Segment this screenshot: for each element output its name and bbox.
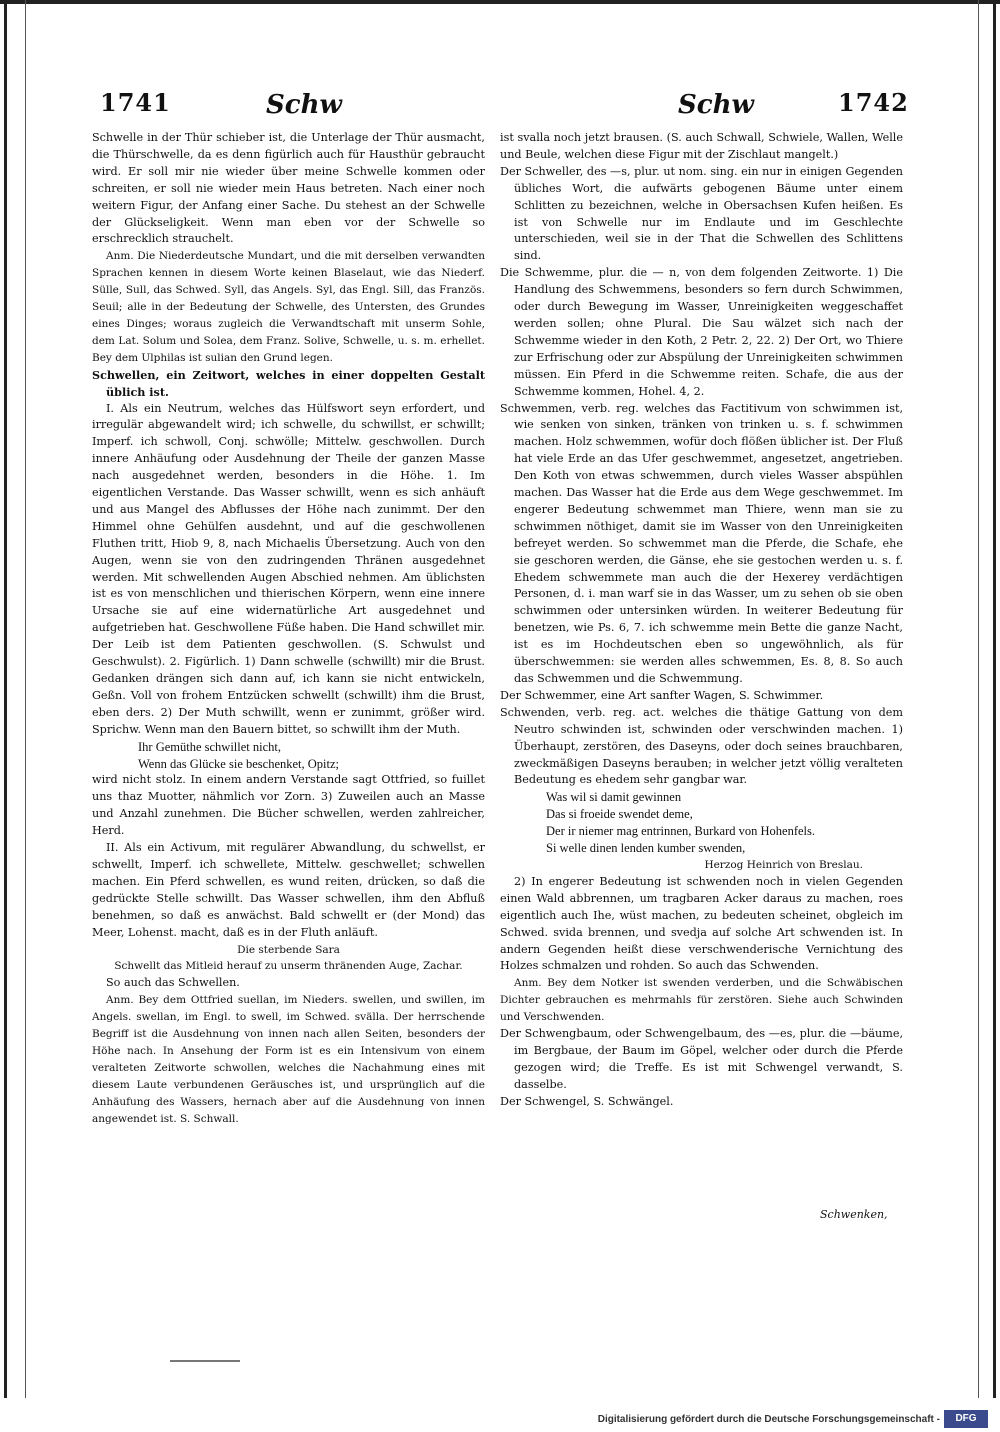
right-text-column [500, 130, 903, 1111]
top-edge [0, 0, 1000, 4]
left-column-paragraph: wird nicht stolz. In einem andern Verstande sagt Ottfried, so fuillet uns thaz Muotter, nähmlich vor Zorn. 3) Zuweilen auch an Masse und Anzahl zunehmen. Die Bücher schwellen, werden zahlreicher, Herd. [92, 773, 485, 838]
page-number-left: 1741 [100, 88, 171, 117]
right-column-paragraph: 2) In engerer Bedeutung ist schwenden noch in vielen Gegenden einen Wald abbrennen, um tragbaren Acker daraus zu machen, roes eigentlich auch Ihe, wüst machen, zu bedeuten scheinet, obgleich im Schwed. svida brennen, und svedja auf solche Art schwenden ist. In andern Gegenden heißt diese verschwenderische Vernichtung des Holzes schmalzen und rohden. So auch das Schwenden. [500, 874, 903, 973]
scan-smudge [170, 1360, 240, 1362]
left-column-paragraph: Wenn das Glücke sie beschenket, Opitz; [138, 756, 340, 771]
left-column-paragraph: So auch das Schwellen. [106, 976, 240, 990]
left-column-paragraph: Schwellt das Mitleid herauf zu unserm thränenden Auge, Zachar. [114, 960, 463, 973]
right-column-paragraph: Der Schweller, des —s, plur. ut nom. sing. ein nur in einigen Gegenden übliches Wort, die aufwärts gebogenen Bäume unter einem Schlitten zu bezeichnen, welche in Obersachsen Kufen heißen. Es ist von Schwelle nur im Endlaute und im Geschlechte unterschieden, weil sie in der That die Schwellen des Schlittens sind. [500, 164, 903, 263]
running-head-left: Schw [266, 90, 342, 120]
running-head-right: Schw [678, 90, 754, 120]
left-column-paragraph: Schwelle in der Thür schieber ist, die Unterlage der Thür ausmacht, die Thürschwelle, da es denn figürlich auch für Hausthür gebraucht wird. Er soll mir nie wieder über meine Schwelle kommen oder schreiten, er soll nie wieder mein Haus betreten. Nach einer noch weitern Figur, der Anfang einer Sache. Du stehest an der Schwelle der Glückseligkeit. Wenn man eben vor der Schwelle so erschrecklich strauchelt. [92, 131, 485, 246]
right-column-paragraph: Das si froeide swendet deme, [546, 807, 693, 822]
left-column-paragraph: Die sterbende Sara [237, 943, 340, 956]
left-text-column [92, 130, 485, 1127]
digitization-credit: Digitalisierung gefördert durch die Deutsche Forschungsgemeinschaft - [597, 1414, 940, 1425]
right-column-paragraph: Si welle dinen lenden kumber swenden, [546, 841, 746, 856]
right-column-paragraph: Der ir niemer mag entrinnen, Burkard von Hohenfels. [546, 824, 816, 839]
left-column-paragraph: II. Als ein Activum, mit regulärer Abwandlung, du schwellst, er schwellt, Imperf. ich schwellete, Mittelw. geschwellet; schwellen machen. Ein Pferd schwellen, es wund reiten, drücken, so daß die gedrückte Stelle schwillt. Das Wasser schwellen, ihm den Abfluß benehmen, so daß es anwächst. Bald schwellt er (der Mond) das Meer, Lohenst. macht, daß es in der Fluth anläuft. [92, 841, 485, 939]
right-column-paragraph: Der Schwengbaum, oder Schwengelbaum, des —es, plur. die —bäume, im Bergbaue, der Baum im Göpel, welcher oder durch die Pferde gezogen wird; die Treffe. Es ist mit Schwengel verwandt, S. dasselbe. [500, 1027, 903, 1091]
right-column-paragraph: Herzog Heinrich von Breslau. [704, 858, 863, 871]
corner-catchword: Schwenken, [820, 1208, 888, 1221]
left-book-edge [4, 0, 26, 1398]
right-column-paragraph: Der Schwengel, S. Schwängel. [500, 1094, 674, 1108]
right-column-paragraph: Schwenden, verb. reg. act. welches die thätige Gattung von dem Neutro schwinden ist, schwinden oder verschwinden machen. 1) Überhaupt, zerstören, des Daseyns, oder doch seines brauchbaren, zweckmäßigen Daseyns berauben; in welcher jetzt völlig veralteten Bedeutung es ehedem sehr gangbar war. [500, 705, 903, 787]
right-column-paragraph: Was wil si damit gewinnen [546, 790, 682, 805]
dfg-logo: DFG [944, 1410, 988, 1428]
left-column-paragraph: Anm. Bey dem Ottfried suellan, im Nieders. swellen, und swillen, im Angels. swellan, im Engl. to swell, im Schwed. svälla. Der herrschende Begriff ist die Ausdehnung von innen nach allen Seiten, besonders der Höhe nach. In Ansehung der Form ist es ein Intensivum von einem veralteten Zeitworte schwollen, welches die Nachahmung eines mit diesem Laute verbundenen Geräusches ist, und ursprünglich auf die Anhäufung des Wassers, hernach aber auf die Ausdehnung von innen angewendet ist. S. Schwall. [92, 994, 485, 1125]
right-column-paragraph: ist svalla noch jetzt brausen. (S. auch Schwall, Schwiele, Wallen, Welle und Beule, welchen diese Figur mit der Zischlaut mangelt.) [500, 131, 903, 161]
right-column-paragraph: Der Schwemmer, eine Art sanfter Wagen, S. Schwimmer. [500, 688, 824, 702]
right-column-paragraph: Anm. Bey dem Notker ist swenden verderben, und die Schwäbischen Dichter gebrauchen es mehrmahls für zerstören. Siehe auch Schwinden und Verschwenden. [500, 977, 903, 1024]
right-book-edge [978, 0, 996, 1398]
right-column-paragraph: Schwemmen, verb. reg. welches das Factitivum von schwimmen ist, wie senken von sinken, tränken von trinken u. s. f. schwimmen machen. Holz schwemmen, wofür doch flößen üblicher ist. Der Fluß hat viele Erde an das Ufer geschwemmet, angesetzet, angetrieben. Den Koth von etwas schwemmen, durch vieles Wasser abspühlen machen. Das Wasser hat die Erde aus dem Wege geschwemmet. Im engerer Bedeutung schwemmet man Thiere, wenn man sie zu schwimmen nöthiget, damit sie im Wasser von den Unreinigkeiten befreyet werden. So schwemmet man die Pferde, die Schafe, ehe sie geschoren werden, die Gänse, ehe sie gestochen werden u. s. f. Ehedem schwemmete man auch die der Hexerey verdächtigen Personen, d. i. man warf sie in das Wasser, um zu sehen ob sie oben schwimmen oder untersinken würden. In weiterer Bedeutung für benetzen, wie Ps. 6, 7. ich schwemme mein Bette die ganze Nacht, ist es im Hochdeutschen eben so ungewöhnlich, als für überschwemmen: sie werden alles schwemmen, Es. 8, 8. So auch das Schwemmen und die Schwemmung. [500, 401, 903, 685]
left-column-paragraph: I. Als ein Neutrum, welches das Hülfswort seyn erfordert, und irregulär abgewandelt wird; ich schwelle, du schwillst, er schwillt; Imperf. ich schwoll, Conj. schwölle; Mittelw. geschwollen. Durch innere Anhäufung oder Ausdehnung der Theile der ganzen Masse nach ausgedehnet werden, besonders in die Höhe. 1. Im eigentlichen Verstande. Das Wasser schwillt, wenn es sich anhäuft und aus Mangel des Abflusses der Höhe nach zunimmt. Der den Himmel ohne Gehülfen ausdehnt, und auf die geschwollenen Fluthen tritt, Hiob 9, 8, nach Michaelis Übersetzung. Auch von den Augen, wenn sie von den zudringenden Thränen ausgedehnet werden. Mit schwellenden Augen Abschied nehmen. Am üblichsten ist es von menschlichen und thierischen Körpern, wenn eine innere Ursache sie auf eine widernatürliche Art ausgedehnet und aufgetrieben hat. Geschwollene Füße haben. Die Hand schwillet mir. Der Leib ist dem Patienten geschwollen. (S. Schwulst und Geschwulst). 2. Figürlich. 1) Dann schwelle (schwillt) mir die Brust. Gedanken drängen sich dann auf, ich kann sie nicht entwickeln, Geßn. Voll von frohem Entzücken schwellt (schwillt) ihm die Brust, eben ders. 2) Der Muth schwillt, wenn er zunimmt, größer wird. Sprichw. Wenn man den Bauern bittet, so schwillt ihm der Muth. [92, 401, 485, 736]
left-column-paragraph: Schwellen, ein Zeitwort, welches in einer doppelten Gestalt üblich ist. [92, 367, 485, 399]
left-column-paragraph: Anm. Die Niederdeutsche Mundart, und die mit derselben verwandten Sprachen kennen in diesem Worte keinen Blaselaut, wie das Niederf. Sülle, Sull, das Schwed. Syll, das Angels. Syl, das Engl. Sill, das Französ. Seuil; alle in der Bedeutung der Schwelle, des Untersten, des Grundes eines Dinges; woraus zugleich die Verwandtschaft mit unserm Sohle, dem Lat. Solum und Solea, dem Franz. Solive, Schwelle, u. s. m. erhellet. Bey dem Ulphilas ist sulian den Grund legen. [92, 250, 485, 364]
right-column-paragraph: Die Schwemme, plur. die — n, von dem folgenden Zeitworte. 1) Die Handlung des Schwemmens, besonders so fern durch Schwimmen, oder durch Bewegung im Wasser, Unreinigkeiten weggeschaffet werden sollen; ohne Plural. Die Sau wälzet sich nach der Schwemme wieder in den Koth, 2 Petr. 2, 22. 2) Der Ort, wo Thiere zur Erfrischung oder zur Abspülung der Unreinigkeiten schwimmen müssen. Ein Pferd in die Schwemme reiten. Schafe, die aus der Schwemme kommen, Hohel. 4, 2. [500, 266, 903, 398]
left-column-paragraph: Ihr Gemüthe schwillet nicht, [138, 739, 282, 754]
page-number-right: 1742 [838, 88, 909, 117]
